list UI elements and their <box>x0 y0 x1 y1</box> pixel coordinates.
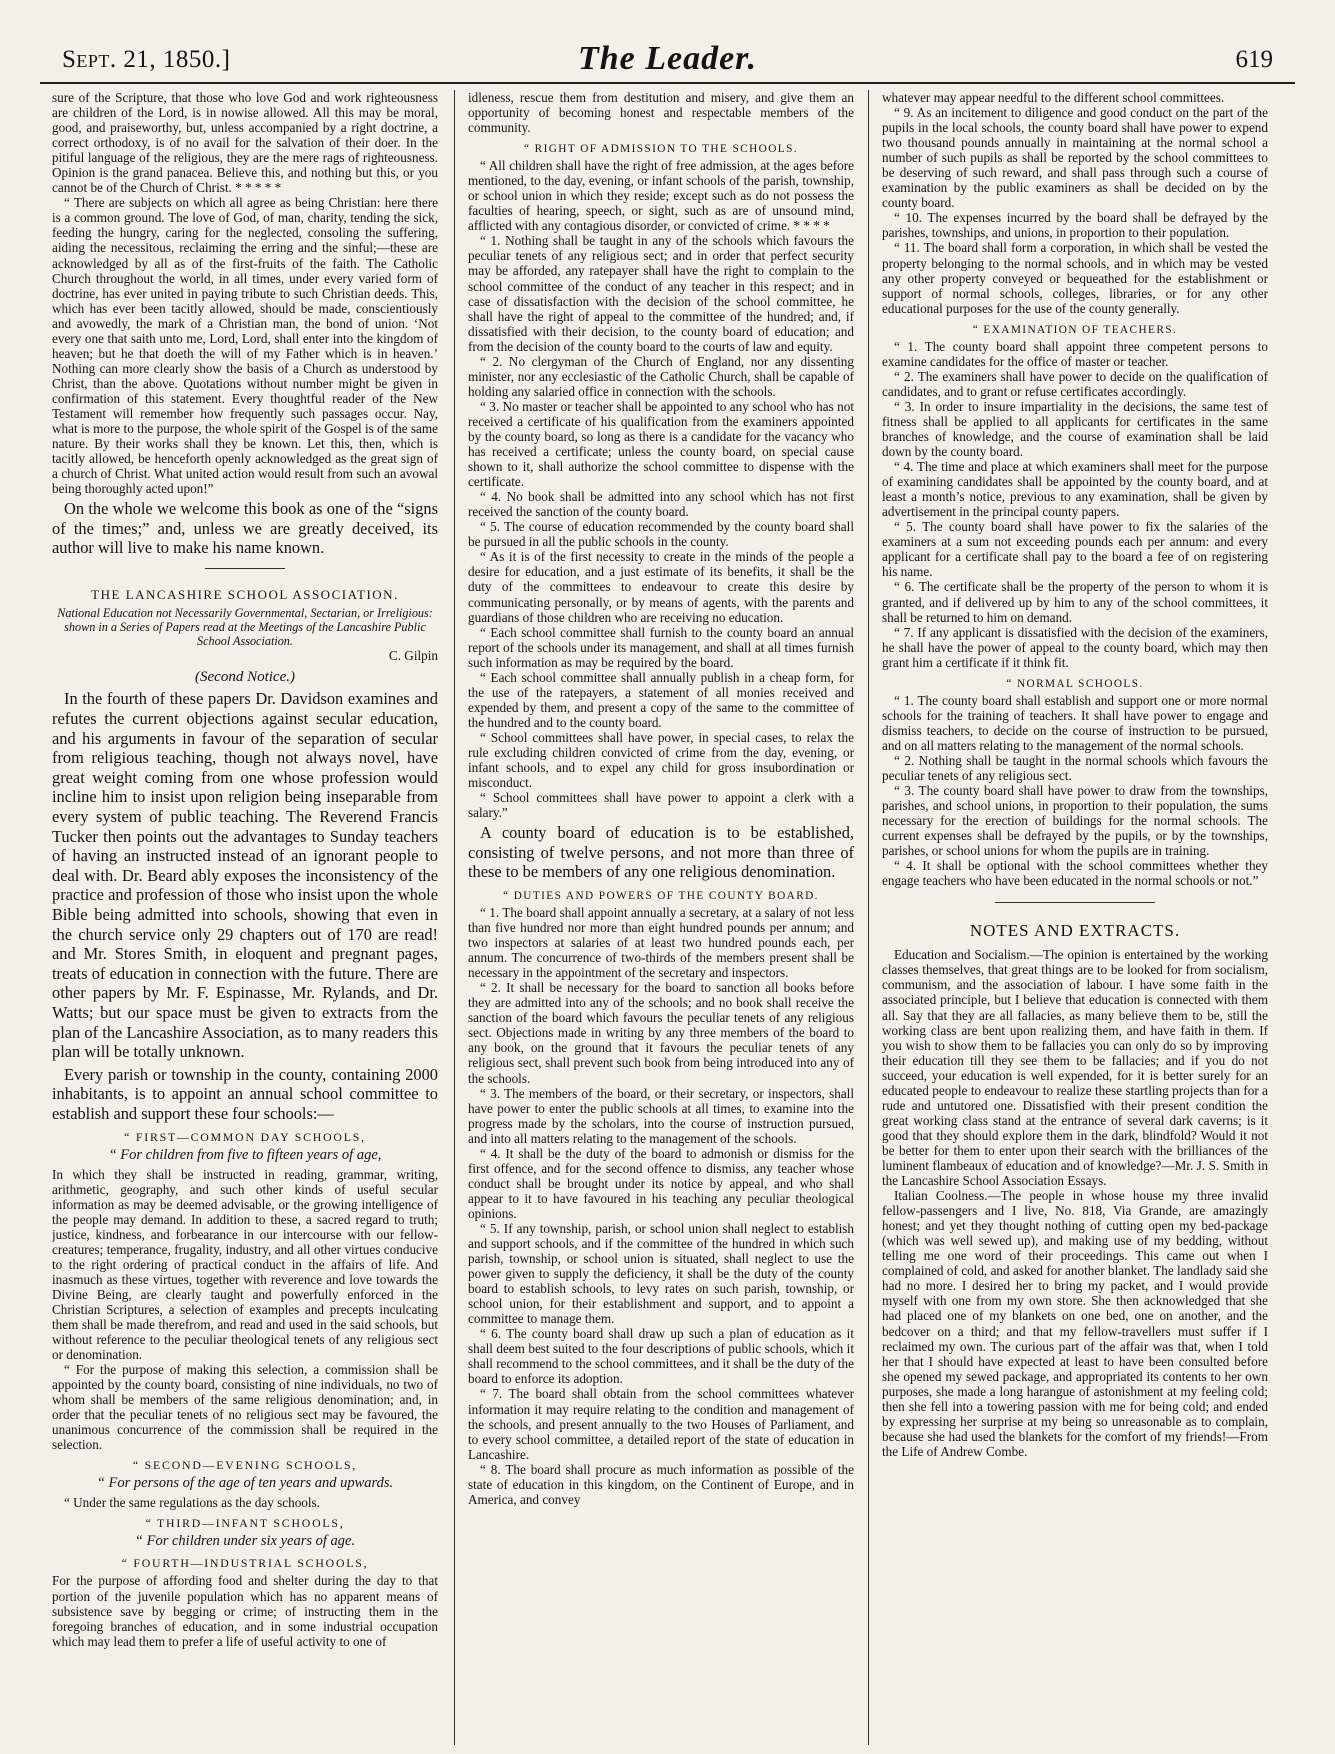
paragraph: “ 1. The county board shall establish and support one or more normal schools for the training of teachers. It shall have power to engage and dismiss teachers, to decide on the course of instruction to be pursued, and on all matters relating to the management of the normal schools. <box>882 692 1268 753</box>
paragraph: “ 2. It shall be necessary for the board to sanction all books before they are admitted into any of the schools; and no book shall receive the sanction of the board which favours the peculiar tenets of any religious sect. Objections made in writing by any three members of the board to any book, on the ground that it favours the peculiar tenets of any religious sect, shall prevent such book from being introduced into any of the schools. <box>468 980 854 1086</box>
divider <box>995 902 1155 903</box>
divider <box>205 568 285 569</box>
subheading-italic: “ For children under six years of age. <box>134 1533 356 1550</box>
paragraph: whatever may appear needful to the different school committees. <box>882 90 1225 105</box>
paragraph: “ As it is of the first necessity to create in the minds of the people a desire for education, and a just estimate of its benefits, it shall be the duty of the committees to endeavour to create this desire by communicating personally, or by means of agents, with the parents and guardians of those children who are receiving no education. <box>468 549 854 625</box>
paragraph: In the fourth of these papers Dr. Davidson examines and refutes the current objections against secular education, and his arguments in favour of the separation of secular from religious teaching, though not always novel, have great weight coming from one whose profession would incline him to insist upon religion being inseparable from every system of public teaching. The Reverend Francis Tucker then points out the advantages to Sunday teachers of having an instructed instead of an ignorant people to deal with. Dr. Beard ably exposes the inconsistency of the practice and profession of those who insist upon the whole Bible being admitted into schools, showing that even in the church service only 29 chapters out of 170 are read! and Mr. Stores Smith, in eloquent and pregnant pages, treats of education in connection with the future. There are other papers by Mr. F. Espinasse, Mr. Rylands, and Dr. Watts; but our space must be given to extracts from the plan of the Lancashire Association, as to many readers this plan will be totally unknown. <box>52 689 438 1062</box>
issue-date: Sept. 21, 1850.] <box>62 46 231 73</box>
columns <box>40 90 1295 1745</box>
paragraph: “ 2. The examiners shall have power to decide on the qualification of candidates, and to grant or refuse certificates accordingly. <box>882 368 1268 399</box>
paragraph: Italian Coolness.—The people in whose house my three invalid fellow-passengers and I live, No. 818, Via Grande, are amazingly honest; and yet they thought nothing of cutting open my bed-package (which was well sewed up), and making use of my bedding, without telling me one word of their proceedings. This came out when I complained of cold, and asked for another blanket. The landlady said she had no more. I desired her to bring my packet, and I would provide myself with one from my own store. She then acknowledged that she had placed one of my blankets on one bed, one on another, and the bedcover on a third; and that my fellow-travellers must suffer if I reclaimed my own. The curious part of the affair was that, when I told her that I should have expected at least to have been consulted before she opened my sewed package, and appropriated its contents to her own purposes, she made a long harangue of astonishment at my feeling cold; then she fell into a towering passion with me for being cold; and ended by expressing her surprise at my being so unreasonable as to complain, because she had used the blankets for the comfort of my friends!—From the Life of Andrew Combe. <box>882 1188 1268 1459</box>
paragraph: “ 4. It shall be optional with the school committees whether they engage teachers who have been educated in the normal schools or not.” <box>882 858 1268 889</box>
paragraph: “ 7. If any applicant is dissatisfied with the decision of the examiners, he shall have the power of appeal to the county board, which may then grant him a certificate if it think fit. <box>882 624 1268 670</box>
subheading: “ THIRD—INFANT SCHOOLS, <box>145 1516 345 1531</box>
section-heading: THE LANCASHIRE SCHOOL ASSOCIATION. <box>91 587 399 603</box>
subheading: “ FOURTH—INDUSTRIAL SCHOOLS, <box>121 1556 369 1571</box>
paragraph: In which they shall be instructed in reading, grammar, writing, arithmetic, geography, and such other kinds of useful secular information as may be deemed advisable, or the growing intelligence of the people may demand. In addition to these, a sacred regard to truth; justice, kindness, and forbearance in our intercourse with our fellow-creatures; temperance, frugality, industry, and all other virtues conducive to the right ordering of practical conduct in the affairs of life. And inasmuch as these virtues, together with reverence and love towards the Divine Being, are clearly taught and powerfully enforced in the Christian Scriptures, a selection of examples and precepts inculcating them shall be made therefrom, and read and used in the said schools, but without reference to the peculiar theological tenets of any religious sect or denomination. <box>52 1166 438 1363</box>
paragraph: “ 3. The county board shall have power to draw from the townships, parishes, and school unions, in proportion to their population, the sums necessary for the erection of buildings for the normal schools. The current expenses shall be defrayed by the pupils, or by the townships, parishes, or school unions for whom the pupils are in training. <box>882 783 1268 859</box>
paragraph: “ School committees shall have power, in special cases, to relax the rule excluding children convicted of crime from the day, evening, or infant schools, and to expel any child for gross insubordination or misconduct. <box>468 729 854 791</box>
paragraph: “ 10. The expenses incurred by the board shall be defrayed by the parishes, townships, and unions, in proportion to their population. <box>882 210 1268 241</box>
paragraph: “ 4. No book shall be admitted into any school which has not first received the sanction of the county board. <box>468 489 854 520</box>
paragraph: “ 4. The time and place at which examiners shall meet for the purpose of examining candidates shall be appointed by the county board, and at least a month’s notice, previous to any examination, shall be given by advertisement in the principal county papers. <box>882 459 1268 520</box>
subheading: “ SECOND—EVENING SCHOOLS, <box>132 1458 358 1473</box>
paragraph: “ 6. The county board shall draw up such a plan of education as it shall deem best suited to the four descriptions of public schools, which it shall recommend to the school committees, and it shall be the duty of the board to enforce its adoption. <box>468 1326 854 1387</box>
subheading: “ EXAMINATION OF TEACHERS. <box>972 323 1178 336</box>
paragraph: A county board of education is to be established, consisting of twelve persons, and not more than three of these to be members of any one religious denomination. <box>468 823 854 882</box>
subheading: “ DUTIES AND POWERS OF THE COUNTY BOARD. <box>503 889 819 902</box>
paragraph: “ For the purpose of making this selection, a commission shall be appointed by the county board, consisting of nine individuals, no two of whom shall be members of the same religious denomination; and, in order that the peculiar tenets of no religious sect may be favoured, the unanimous concurrence of the commission shall be required in the selection. <box>52 1362 438 1453</box>
paragraph: “ 6. The certificate shall be the property of the person to whom it is granted, and if delivered up by him to any of the school committees, it shall be returned to him on demand. <box>882 579 1268 625</box>
subheading-italic: “ For children from five to fifteen years of age, <box>108 1146 382 1163</box>
page-number: 619 <box>1235 46 1273 73</box>
paragraph: “ Each school committee shall furnish to the county board an annual report of the schools under its management, and shall at all times furnish such information as may be required by the board. <box>468 624 854 670</box>
paragraph: idleness, rescue them from destitution and misery, and give them an opportunity of becoming honest and respectable members of the community. <box>468 90 854 136</box>
paragraph: “ Each school committee shall annually publish in a cheap form, for the use of the ratepayers, a statement of all monies received and expended by them, and present a copy of the same to the committee of the hundred and to the county board. <box>468 669 854 730</box>
section-heading: NOTES AND EXTRACTS. <box>969 921 1181 941</box>
paragraph: For the purpose of affording food and shelter during the day to that portion of the juvenile population which has no apparent means of subsistence save by begging or crime; of instructing them in the foregoing branches of education, and in some industrial occupation which may lead them to prefer a life of useful activity to one of <box>52 1573 438 1649</box>
paragraph: On the whole we welcome this book as one of the “signs of the times;” and, unless we are greatly deceived, its author will live to make his name known. <box>52 499 438 558</box>
paragraph: “ 4. It shall be the duty of the board to admonish or dismiss for the first offence, and for the second offence to dismiss, any teacher whose conduct shall be brought under its notice by appeal, and who shall appear to it to have favoured in his teaching any peculiar theological opinions. <box>468 1145 854 1221</box>
paragraph: sure of the Scripture, that those who love God and work righteousness are children of the Lord, is in nowise allowed. All this may be moral, good, and praiseworthy, but, unless accompanied by a right doctrine, a correct orthodoxy, is of no avail for the salvation of their doer. In the pitiful language of the religious, they are the mere rags of righteousness. Opinion is the grand panacea. Believe this, and nothing but this, or you cannot be of the Church of Christ. * * * * * <box>52 90 438 196</box>
paragraph: “ 1. The board shall appoint annually a secretary, at a salary of not less than five hundred nor more than eight hundred pounds per annum; and two inspectors at salaries of at least two hundred pounds each, per annum. The concurrence of two-thirds of the members present shall be necessary in the appointment of the secretary and inspectors. <box>468 904 854 981</box>
subheading-italic: “ For persons of the age of ten years and upwards. <box>96 1475 394 1492</box>
subheading: “ RIGHT OF ADMISSION TO THE SCHOOLS. <box>524 143 798 156</box>
paragraph: “ 3. No master or teacher shall be appointed to any school who has not received a certificate of his qualification from the examiners appointed by the county board, so long as there is a candidate for the vacancy who has received a certificate; unless the county board, on special cause shown to it, shall authorize the school committee to dispense with the certificate. <box>468 398 854 490</box>
paragraph: “ 11. The board shall form a corporation, in which shall be vested the property belonging to the normal schools, and in which may be vested any other property conveyed or bequeathed for the establishment or support of normal schools, colleges, libraries, or for any other educational purposes for the use of the county generally. <box>882 240 1268 316</box>
paragraph: “ 5. If any township, parish, or school union shall neglect to establish and support schools, and if the committee of the hundred in which such parish, township, or school union is situated, shall neglect to use the power given to supply the deficiency, it shall be the duty of the county board to establish schools, to levy rates on such parish, township, or school union, for their establishment and support, and to appoint a committee to manage them. <box>468 1220 854 1327</box>
subheading: “ NORMAL SCHOOLS. <box>1006 677 1144 690</box>
paragraph: “ 8. The board shall procure as much information as possible of the state of education in this kingdom, on the Continent of Europe, and in America, and convey <box>468 1461 854 1507</box>
book-subtitle: National Education not Necessarily Governmental, Sectarian, or Irreligious: shown in a Series of Papers read at the Meetings of the Lancashire Public School Association. <box>57 606 433 648</box>
paragraph: Every parish or township in the county, containing 2000 inhabitants, is to appoint an annual school committee to establish and support these four schools:— <box>52 1064 438 1123</box>
paragraph: “ 2. Nothing shall be taught in the normal schools which favours the peculiar tenets of any religious sect. <box>882 752 1268 783</box>
book-publisher: C. Gilpin <box>388 648 438 664</box>
paragraph: “ 1. Nothing shall be taught in any of the schools which favours the peculiar tenets of any religious sect; and in order that perfect security may be afforded, any ratepayer shall have the right to complain to the school committee of the conduct of any teacher in this respect; and in case of dissatisfaction with the decision of the school committee, he shall have the right of appeal to the committee of the hundred; and, if dissatisfied with their decision, to the county board of education; and from the decision of the county board to the courts of law and equity. <box>468 233 854 354</box>
paragraph: “ 5. The county board shall have power to fix the salaries of the examiners at a sum not exceeding pounds each per annum: and every applicant for a certificate shall pay to the board a fee of on registering his name. <box>882 519 1268 580</box>
newspaper-title: The Leader. <box>577 40 758 77</box>
column-rule <box>454 90 455 1745</box>
paragraph: “ All children shall have the right of free admission, at the ages before mentioned, to the day, evening, or infant schools of the parish, township, or school union in which they reside; except such as do not possess the faculties of hearing, speech, or sight, such as are of unsound mind, afflicted with any contagious disorder, or convicted of crime. * * * * <box>468 158 854 234</box>
paragraph: “ 3. In order to insure impartiality in the decisions, the same test of fitness shall be applied to all applicants for certificates in the same branches of knowledge, and the course of examination shall be laid down by the county board. <box>882 398 1268 460</box>
paragraph: “ There are subjects on which all agree as being Christian: here there is a common ground. The love of God, of man, charity, tending the sick, feeding the hungry, caring for the neglected, consoling the suffering, aiding the necessitous, reclaiming the erring and the sinful;—these are acknowledged by all as of the first-fruits of the faith. The Catholic Church throughout the world, in all times, under every varied form of doctrine, has ever united in paying tribute to such Christian deeds. This, which has ever been tacitly allowed, should be made, conscientiously and avowedly, the mark of a Christian man, the bond of union. ‘Not every one that saith unto me, Lord, Lord, shall enter into the kingdom of heaven; but he that doeth the will of my Father which is in heaven.’ Nothing can more clearly show the basis of a Church as understood by Christ, than the above. Quotations without number might be given in confirmation of this statement. Every thoughtful reader of the New Testament will remember how frequently such passages occur. Nay, what is more to the purpose, the whole spirit of the Gospel is of the same nature. By their works shall they be known. Let this, then, which is tacitly allowed, be henceforth openly acknowledged as the great sign of a church of Christ. What united action would result from such an avowal being thoroughly acted upon!” <box>52 195 438 497</box>
paragraph: “ 1. The county board shall appoint three competent persons to examine candidates for the office of master or teacher. <box>882 338 1268 369</box>
paragraph: Education and Socialism.—The opinion is entertained by the working classes themselves, that great things are to be looked for from socialism, communism, and the association of labour. I have some faith in the associated principle, but I believe that education is connected with them all. Say that they are all fallacies, as many believe them to be, still the working class are bent upon realizing them, and have faith in them. If you wish to show them to be fallacies you can only do so by improving their education till they see them to be fallacies; and if you do not succeed, your education is well expended, for it is better surely for an educated people to endeavour to realize these startling projects than for a rude and untutored one. Dissatisfied with their present condition the great working class stand at the entrance of several dark caverns; is it good that they should explore them in the dark, blindfold? Would it not be better for them to enter upon their search with the brilliances of the luminent flambeaux of education and of knowledge?—Mr. J. S. Smith in the Lancashire School Association Essays. <box>882 947 1268 1189</box>
column-rule <box>868 90 869 1745</box>
paragraph: “ 5. The course of education recommended by the county board shall be pursued in all the public schools in the county. <box>468 519 854 550</box>
paragraph: “ 2. No clergyman of the Church of England, nor any dissenting minister, nor any ecclesiastic of the Catholic Church, shall be capable of holding any salaried office in connection with the schools. <box>468 353 854 399</box>
column-2 <box>468 90 854 1745</box>
column-3 <box>882 90 1268 1745</box>
subheading: “ FIRST—COMMON DAY SCHOOLS, <box>124 1129 366 1144</box>
paragraph: “ Under the same regulations as the day schools. <box>64 1495 320 1511</box>
paragraph: “ 9. As an incitement to diligence and good conduct on the part of the pupils in the local schools, the county board shall have power to expend two thousand pounds annually in maintaining at the normal school a number of such pupils as shall be reported by the school committees to be deserving of such reward, and shall pass through such a course of examination by the public examiners as shall be decided on by the county board. <box>882 105 1268 211</box>
column-1 <box>52 90 438 1745</box>
notice-label: (Second Notice.) <box>195 669 295 686</box>
paragraph: “ 3. The members of the board, or their secretary, or inspectors, shall have power to enter the public schools at all times, to examine into the progress made by the scholars, into the course of instruction pursued, and into all matters relating to the management of the schools. <box>468 1085 854 1146</box>
paragraph: “ 7. The board shall obtain from the school committees whatever information it may require relating to the condition and management of the schools, and present annually to the two Houses of Parliament, and to every school committee, a detailed report of the state of education in Lancashire. <box>468 1386 854 1462</box>
masthead <box>40 40 1295 84</box>
paragraph: “ School committees shall have power to appoint a clerk with a salary.” <box>468 790 854 821</box>
